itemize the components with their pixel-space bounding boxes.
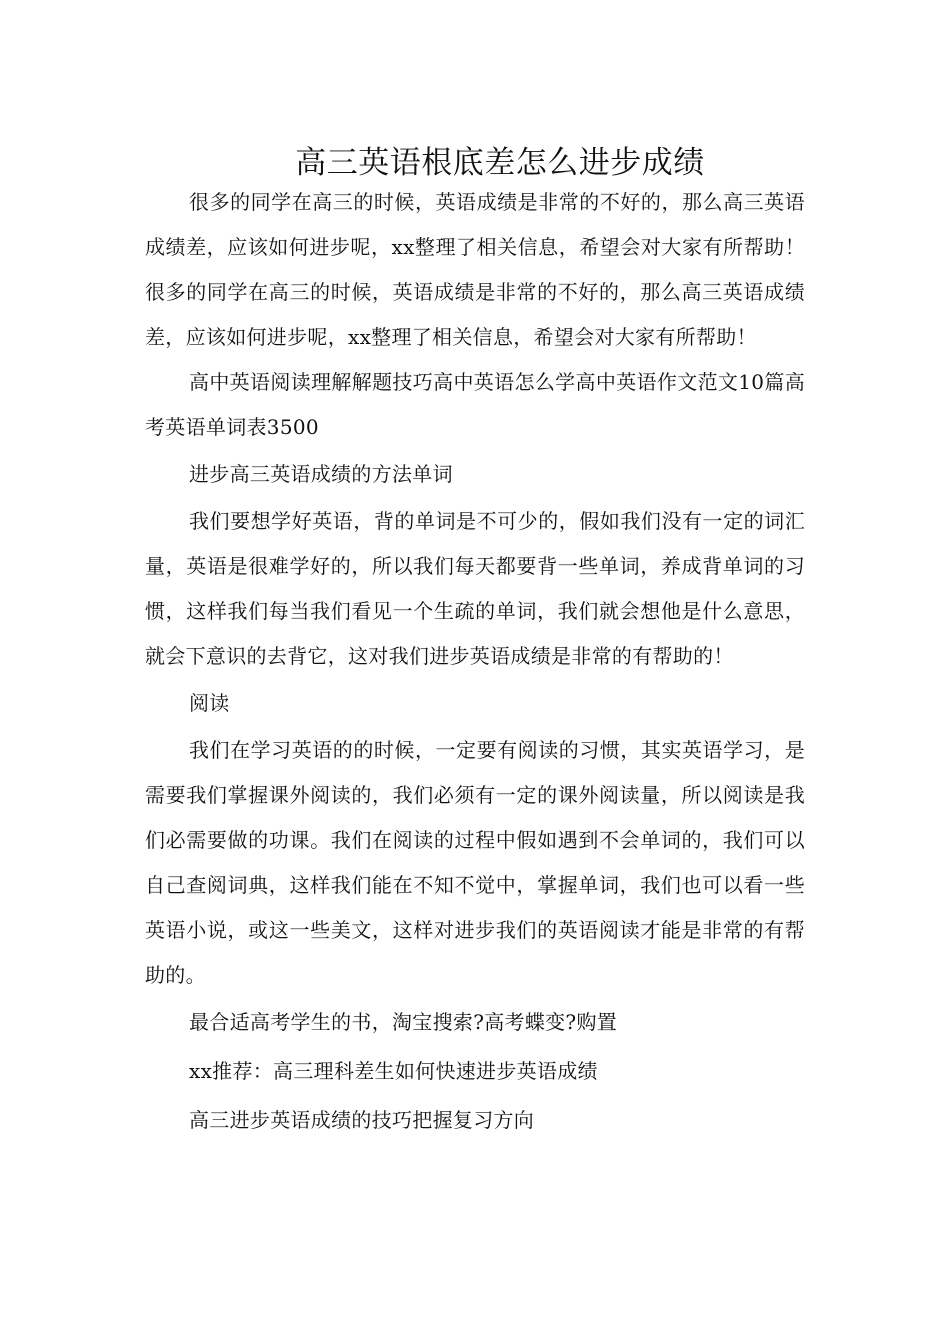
paragraph-reading: 我们在学习英语的的时候，一定要有阅读的习惯，其实英语学习，是需要我们掌握课外阅读的，我们必须有一定的课外阅读量，所以阅读是我们必需要做的功课。我们在阅读的过程中假如遇到不会单词的，我们可以自己查阅词典，这样我们能在不知不觉中，掌握单词，我们也可以看一些英语小说，或这一些美文，这样对进步我们的英语阅读才能是非常的有帮助的。 [145,738,805,987]
paragraph-words: 我们要想学好英语，背的单词是不可少的，假如我们没有一定的词汇量，英语是很难学好的，所以我们每天都要背一些单词，养成背单词的习惯，这样我们每当我们看见一个生疏的单词，我们就会想他是什么意思，就会下意识的去背它，这对我们进步英语成绩是非常的有帮助的！ [145,509,805,668]
paragraph-links: 高中英语阅读理解解题技巧高中英语怎么学高中英语作文范文10篇高考英语单词表3500 [145,370,805,439]
paragraph-book-promo: 最合适高考学生的书，淘宝搜索?高考蝶变?购置 [189,1010,618,1034]
section-heading-reading: 阅读 [189,691,230,715]
section-heading-words: 进步高三英语成绩的方法单词 [189,462,453,486]
paragraph-intro: 很多的同学在高三的时候，英语成绩是非常的不好的，那么高三英语成绩差，应该如何进步呢，xx整理了相关信息，希望会对大家有所帮助！很多的同学在高三的时候，英语成绩是非常的不好的，那么高三英语成绩差，应该如何进步呢，xx整理了相关信息，希望会对大家有所帮助！ [145,190,805,349]
paragraph-recommend: xx推荐：高三理科差生如何快速进步英语成绩 [189,1059,598,1083]
document-body [145,180,805,1145]
section-heading-tips: 高三进步英语成绩的技巧把握复习方向 [189,1108,535,1132]
document-title: 高三英语根底差怎么进步成绩 [295,144,705,181]
